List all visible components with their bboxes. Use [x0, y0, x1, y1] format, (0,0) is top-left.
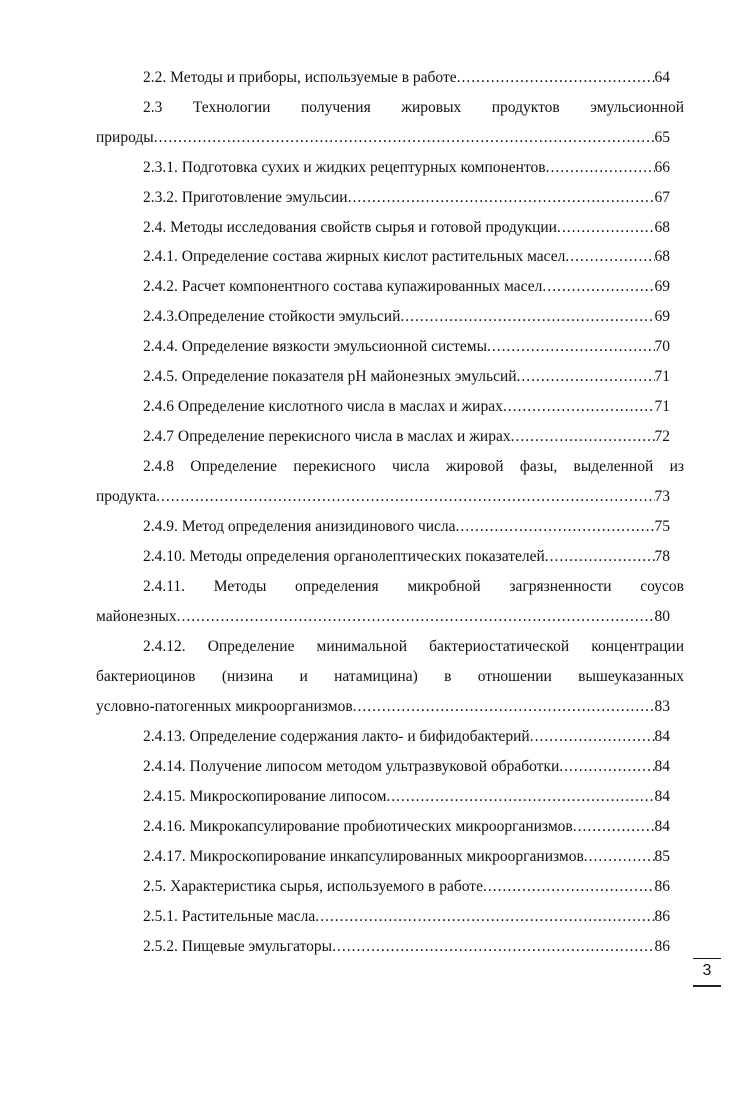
toc-entry-2-4-7[interactable]: 2.4.7 Определение перекисного числа в маслах и жирах ..... 72 — [143, 426, 670, 448]
toc-entry-2-4-8-line1[interactable]: 2.4.8 Определение перекисного числа жировой фазы, выделенной из — [143, 458, 684, 475]
toc-entry-2-4-12[interactable]: условно-патогенных микроорганизмов ..... 83 — [96, 696, 670, 718]
page-number-rule-bottom — [693, 985, 721, 987]
toc-entry-2-3-1[interactable]: 2.3.1. Подготовка сухих и жидких рецептурных компонентов ..... 66 — [143, 157, 670, 179]
toc-entry-2-4-14[interactable]: 2.4.14. Получение липосом методом ультразвуковой обработки ..... 84 — [143, 756, 670, 778]
toc-entry-2-5-2[interactable]: 2.5.2. Пищевые эмульгаторы ..... 86 — [143, 936, 670, 958]
toc-entry-2-4-11[interactable]: майонезных ..... 80 — [96, 606, 670, 628]
page-number: 3 — [702, 962, 712, 979]
toc-entry-2-4-16[interactable]: 2.4.16. Микрокапсулирование пробиотических микроорганизмов ..... 84 — [143, 816, 670, 838]
toc-entry-2-4-12-line2[interactable]: бактериоцинов (низина и натамицина) в отношении вышеуказанных — [96, 668, 684, 685]
toc-entry-2-4[interactable]: 2.4. Методы исследования свойств сырья и готовой продукции ..... 68 — [143, 217, 670, 239]
toc-entry-2-4-17[interactable]: 2.4.17. Микроскопирование инкапсулированных микроорганизмов ..... 85 — [143, 846, 670, 868]
toc-entry-2-4-1[interactable]: 2.4.1. Определение состава жирных кислот растительных масел ..... 68 — [143, 246, 670, 268]
toc-entry-2-4-6[interactable]: 2.4.6 Определение кислотного числа в маслах и жирах ..... 71 — [143, 396, 670, 418]
toc-entry-2-4-9[interactable]: 2.4.9. Метод определения анизидинового числа ..... 75 — [143, 516, 670, 538]
toc-entry-2-4-15[interactable]: 2.4.15. Микроскопирование липосом ..... 84 — [143, 786, 670, 808]
toc-entry-2-4-5[interactable]: 2.4.5. Определение показателя pH майонезных эмульсий ..... 71 — [143, 366, 670, 388]
toc-entry-2-4-10[interactable]: 2.4.10. Методы определения органолептических показателей ..... 78 — [143, 546, 670, 568]
toc-entry-2-3-2[interactable]: 2.3.2. Приготовление эмульсии ..... 67 — [143, 187, 670, 209]
toc-entry-2-4-4[interactable]: 2.4.4. Определение вязкости эмульсионной системы ..... 70 — [143, 336, 670, 358]
toc-entry-2-3[interactable]: природы ..... 65 — [96, 127, 670, 149]
toc-entry-2-4-11-line1[interactable]: 2.4.11. Методы определения микробной загрязненности соусов — [143, 578, 684, 595]
toc-entry-2-4-2[interactable]: 2.4.2. Расчет компонентного состава купажированных масел ..... 69 — [143, 276, 670, 298]
toc-entry-2-5-1[interactable]: 2.5.1. Растительные масла ..... 86 — [143, 906, 670, 928]
toc-entry-2-5[interactable]: 2.5. Характеристика сырья, используемого в работе ..... 86 — [143, 876, 670, 898]
toc-entry-2-4-3[interactable]: 2.4.3.Определение стойкости эмульсий ..... 69 — [143, 306, 670, 328]
toc-entry-2-4-13[interactable]: 2.4.13. Определение содержания лакто- и бифидобактерий ..... 84 — [143, 726, 670, 748]
toc-entry-2-3-line1[interactable]: 2.3 Технологии получения жировых продуктов эмульсионной — [143, 99, 684, 116]
page-number-rule-top — [693, 958, 721, 959]
toc-entry-2-2[interactable]: 2.2. Методы и приборы, используемые в работе ..... 64 — [143, 67, 670, 89]
toc-entry-2-4-8[interactable]: продукта ..... 73 — [96, 486, 670, 508]
toc-entry-2-4-12-line1[interactable]: 2.4.12. Определение минимальной бактериостатической концентрации — [143, 638, 684, 655]
